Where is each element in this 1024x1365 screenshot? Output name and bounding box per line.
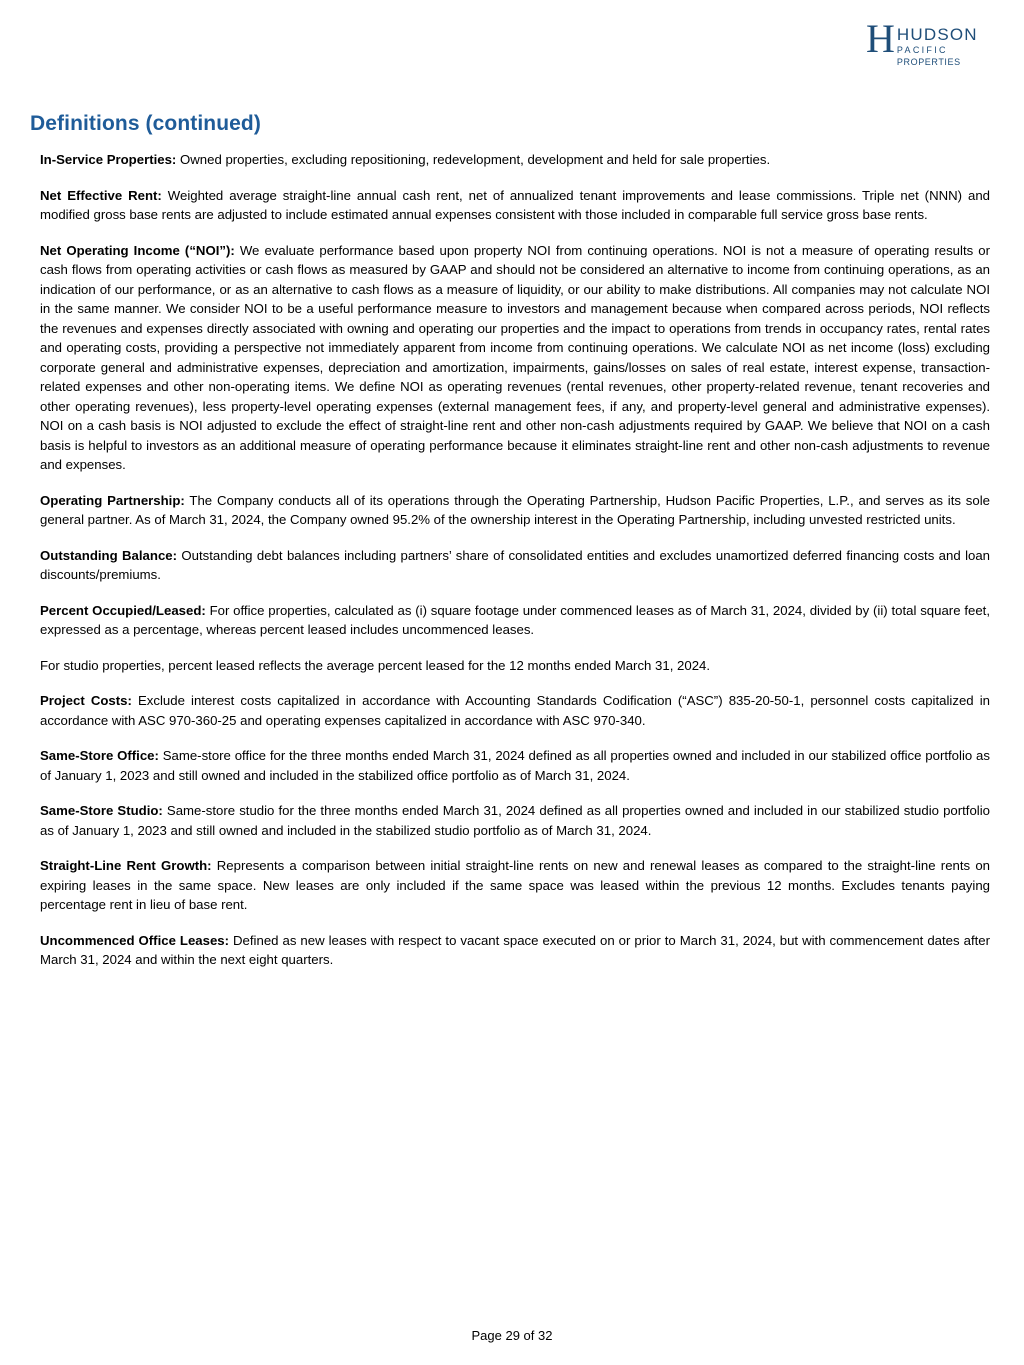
definition-text: Defined as new leases with respect to vacant space executed on or prior to March 31, 2024, but with commencement dates after March 31, 2024 and within the next eight quarters.	[40, 932, 990, 967]
definition-item	[40, 186, 990, 225]
company-logo	[866, 16, 996, 68]
definition-item	[40, 746, 990, 785]
definition-text: For studio properties, percent leased reflects the average percent leased for the 12 months ended March 31, 2024.	[40, 657, 711, 673]
definitions-list	[40, 150, 990, 986]
logo-monogram-icon: H	[866, 16, 894, 61]
logo-row	[866, 16, 996, 68]
definition-text: The Company conducts all of its operations through the Operating Partnership, Hudson Pacific Properties, L.P., and serves as its sole general partner. As of March 31, 2024, the Company owned 95.2% of the ownership interest in the Operating Partnership, including unvested restricted units.	[40, 492, 990, 527]
definition-term: Same-Store Office:	[40, 748, 159, 763]
logo-line-pacific: PACIFIC	[896, 45, 948, 55]
definition-item	[40, 241, 990, 475]
definition-text: Same-store office for the three months ended March 31, 2024 defined as all properties owned and included in our stabilized office portfolio as of January 1, 2023 and still owned and included in the stabilized office portfolio as of March 31, 2024.	[40, 748, 990, 783]
definition-term: Straight-Line Rent Growth:	[40, 858, 212, 873]
definition-text: Represents a comparison between initial straight-line rents on new and renewal leases as compared to the straight-line rents on expiring leases in the same space. New leases are only included if the same space was leased within the previous 12 months. Excludes tenants paying percentage rent in lieu of base rent.	[40, 858, 990, 912]
definition-text: Exclude interest costs capitalized in accordance with Accounting Standards Codification (“ASC”) 835-20-50-1, personnel costs capitalized in accordance with ASC 970-360-25 and operating expenses capitalized in accordance with ASC 970-340.	[40, 693, 990, 728]
logo-line-hudson: HUDSON	[896, 25, 978, 44]
page-title: Definitions (continued)	[30, 112, 261, 135]
page-footer	[0, 1328, 1024, 1343]
definition-term: Percent Occupied/Leased:	[40, 602, 206, 618]
definition-text: Outstanding debt balances including partners’ share of consolidated entities and excludes unamortized deferred financing costs and loan discounts/premiums.	[40, 547, 990, 582]
definition-item	[40, 491, 990, 530]
definition-text: Weighted average straight-line annual cash rent, net of annualized tenant improvements and lease commissions. Triple net (NNN) and modified gross base rents are adjusted to include estimated annual expenses consistent with those included in comparable full service gross base rents.	[40, 187, 990, 222]
definition-term: Operating Partnership:	[40, 492, 185, 508]
definition-item	[40, 656, 990, 676]
definition-term: Uncommenced Office Leases:	[40, 932, 230, 948]
definition-term: In-Service Properties:	[40, 152, 177, 167]
definition-item	[40, 801, 990, 840]
logo-wordmark	[897, 22, 978, 68]
definition-text: Same-store studio for the three months ended March 31, 2024 defined as all properties owned and included in our stabilized studio portfolio as of January 1, 2023 and still owned and included in the stabilized studio portfolio as of March 31, 2024.	[40, 803, 990, 838]
definition-term: Net Operating Income (“NOI”):	[40, 242, 235, 258]
definition-term: Outstanding Balance:	[40, 547, 178, 563]
definition-item	[40, 691, 990, 730]
page-number: Page 29 of 32	[471, 1328, 553, 1343]
definition-text: For office properties, calculated as (i) square footage under commenced leases as of March 31, 2024, divided by (ii) total square feet, expressed as a percentage, whereas percent leased includes uncommenced leases.	[40, 602, 990, 637]
definition-term: Net Effective Rent:	[40, 187, 162, 203]
definition-text: Owned properties, excluding repositioning, redevelopment, development and held for sale properties.	[176, 152, 771, 167]
definition-item	[40, 546, 990, 585]
definition-item	[40, 856, 990, 915]
definition-term: Same-Store Studio:	[40, 803, 163, 818]
definition-text: We evaluate performance based upon property NOI from continuing operations. NOI is not a measure of operating results or cash flows from operating activities or cash flows as measured by GAAP and should not be considered an alternative to income from continuing operations, as an indication of our performance, or as an alternative to cash flows as a measure of liquidity, or our ability to make distributions. All companies may not calculate NOI in the same manner. We consider NOI to be a useful performance measure to investors and management because when compared across periods, NOI reflects the revenues and expenses directly associated with owning and operating our properties and the impact to operations from trends in occupancy rates, rental rates and operating costs, providing a perspective not immediately apparent from income from continuing operations. We calculate NOI as net income (loss) excluding corporate general and administrative expenses, depreciation and amortization, impairments, gains/losses on sales of real estate, interest expense, transaction-related expenses and other non-operating items. We define NOI as operating revenues (rental revenues, other property-related revenue, tenant recoveries and other operating revenues), less property-level operating expenses (external management fees, if any, and property-level general and administrative expenses). NOI on a cash basis is NOI adjusted to exclude the effect of straight-line rent and other non-cash adjustments required by GAAP. We believe that NOI on a cash basis is helpful to investors as an additional measure of operating performance because it eliminates straight-line rent and other non-cash adjustments to revenue and expenses.	[40, 242, 991, 472]
definition-item	[40, 601, 990, 640]
definition-item	[40, 931, 990, 970]
definition-item	[40, 150, 990, 170]
definition-term: Project Costs:	[40, 693, 132, 708]
logo-line-properties: PROPERTIES	[896, 57, 961, 67]
